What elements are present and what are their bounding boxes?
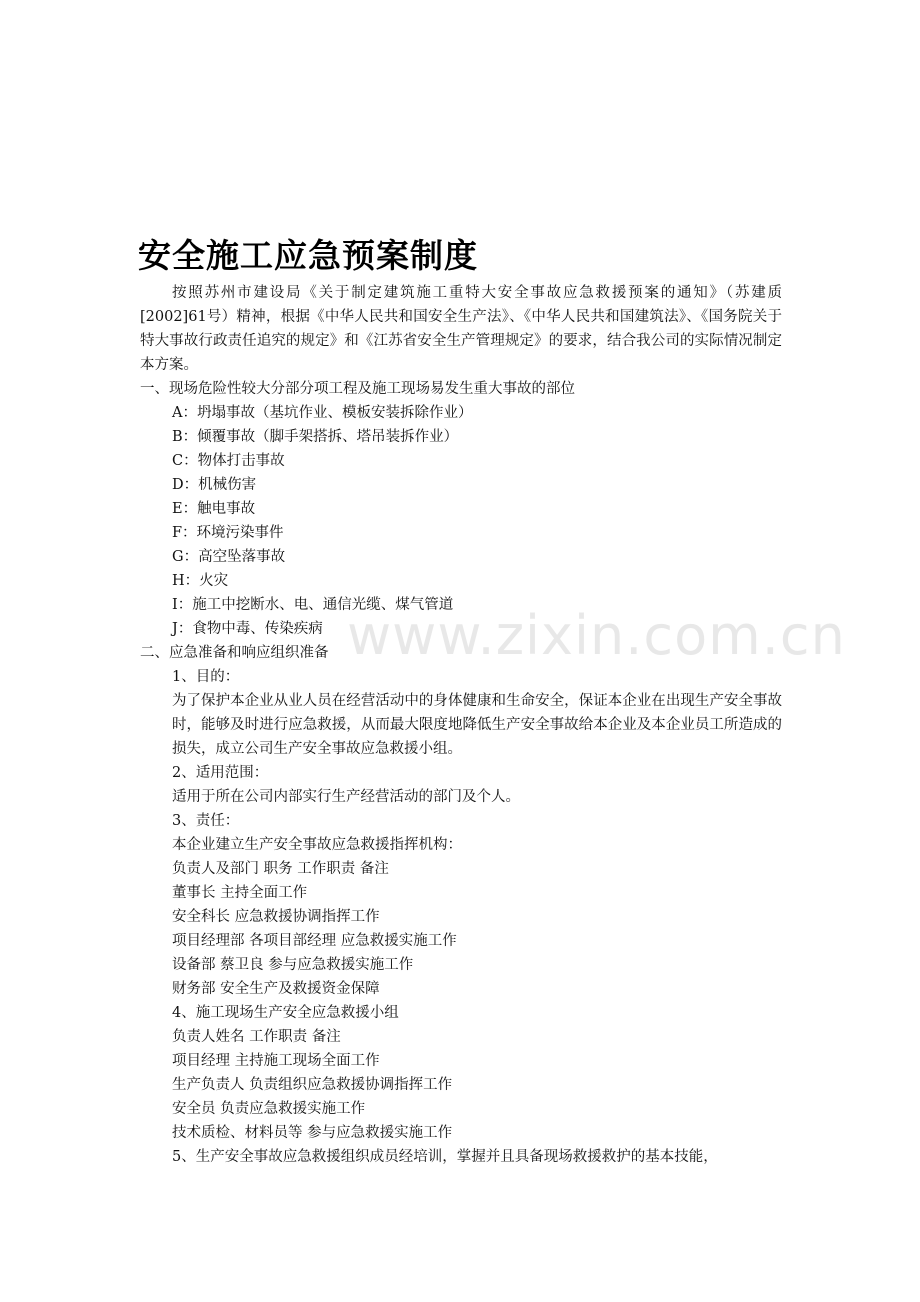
table-row: 安全科长 应急救援协调指挥工作 xyxy=(172,909,380,925)
section-1-heading: 一、现场危险性较大分部分项工程及施工现场易发生重大事故的部位 xyxy=(140,381,575,397)
purpose-text: 为了保护本企业从业人员在经营活动中的身体健康和生命安全，保证本企业在出现生产安全事故时，能够及时进行应急救援，从而最大限度地降低生产安全事故给本企业及本企业员工所造成的损失，成立公司生产安全事故应急救援小组。 xyxy=(172,693,782,757)
document-body xyxy=(140,281,782,1169)
table-row: 项目经理 主持施工现场全面工作 xyxy=(172,1053,380,1069)
table-row: 技术质检、材料员等 参与应急救援实施工作 xyxy=(172,1125,453,1141)
section-2-heading: 二、应急准备和响应组织准备 xyxy=(140,645,329,661)
responsibility-text: 本企业建立生产安全事故应急救援指挥机构： xyxy=(172,837,462,853)
watermark: www.zixin.com.cn xyxy=(347,604,846,667)
hazard-item: B：倾覆事故（脚手架搭拆、塔吊装拆作业） xyxy=(172,429,459,445)
hazard-item: G：高空坠落事故 xyxy=(172,549,286,565)
scope-text: 适用于所在公司内部实行生产经营活动的部门及个人。 xyxy=(172,789,520,805)
responsibility-label: 3、责任： xyxy=(172,813,240,829)
table-row: 董事长 主持全面工作 xyxy=(172,885,308,901)
scope-label: 2、适用范围： xyxy=(172,765,269,781)
rescue-team-table xyxy=(140,1025,782,1145)
intro-paragraph: 按照苏州市建设局《关于制定建筑施工重特大安全事故应急救援预案的通知》（苏建质[2002]61号）精神，根据《中华人民共和国安全生产法》、《中华人民共和国建筑法》、《国务院关于特大事故行政责任追究的规定》和《江苏省安全生产管理规定》的要求，结合我公司的实际情况制定本方案。 xyxy=(140,285,782,373)
hazard-item: I：施工中挖断水、电、通信光缆、煤气管道 xyxy=(172,597,454,613)
table-row: 项目经理部 各项目部经理 应急救援实施工作 xyxy=(172,933,457,949)
hazard-item: C：物体打击事故 xyxy=(172,453,285,469)
table-row: 负责人及部门 职务 工作职责 备注 xyxy=(172,861,389,877)
table-row: 安全员 负责应急救援实施工作 xyxy=(172,1101,366,1117)
table-row: 财务部 安全生产及救援资金保障 xyxy=(172,981,380,997)
rescue-team-label: 4、施工现场生产安全应急救援小组 xyxy=(172,1005,399,1021)
hazard-item: E：触电事故 xyxy=(172,501,256,517)
hazard-item: F：环境污染事件 xyxy=(172,525,284,541)
command-structure-table xyxy=(140,857,782,1001)
hazard-item: D：机械伤害 xyxy=(172,477,257,493)
hazard-item: H：火灾 xyxy=(172,573,229,589)
table-row: 设备部 蔡卫良 参与应急救援实施工作 xyxy=(172,957,414,973)
training-text: 5、生产安全事故应急救援组织成员经培训，掌握并且具备现场救援救护的基本技能， xyxy=(172,1149,718,1165)
hazard-item: A：坍塌事故（基坑作业、模板安装拆除作业） xyxy=(172,405,473,421)
purpose-label: 1、目的： xyxy=(172,669,240,685)
table-row: 负责人姓名 工作职责 备注 xyxy=(172,1029,341,1045)
table-row: 生产负责人 负责组织应急救援协调指挥工作 xyxy=(172,1077,453,1093)
document-title: 安全施工应急预案制度 xyxy=(138,236,478,275)
hazard-item: J：食物中毒、传染疾病 xyxy=(172,621,323,637)
